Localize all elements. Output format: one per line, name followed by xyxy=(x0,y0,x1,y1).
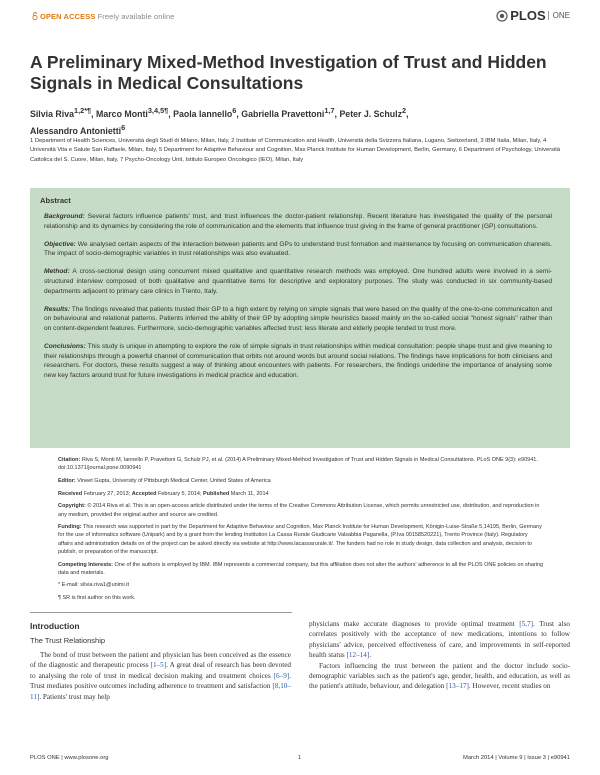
text-run: . xyxy=(369,651,372,660)
affiliations: 1 Department of Health Sciences, Università degli Studi di Milano, Milan, Italy, 2 Institute of Communication and Health, Università della Svizzera Italiana, Lugano, Switzerland, 3 IBM Italia, Milan, Italy, 4 Università Vita e Salute San Raffaele, Milan, Italy, 5 Department for Adaptive Behaviour and Cognition, Max Planck Institute for Human Development, Berlin, Germany, 6 Department of Psychology, Università Cattolica del S. Cuore, Milan, Italy, 7 Psycho-Oncology Unit, Istituto Europeo Oncologico (IEO), Milan, Italy xyxy=(30,138,561,163)
logo-journal: ONE xyxy=(548,11,570,20)
plos-one-logo xyxy=(496,8,570,23)
section-label: Background: xyxy=(44,213,85,220)
section-label: Objective: xyxy=(44,240,76,248)
citation xyxy=(58,456,544,472)
paragraph xyxy=(309,619,570,661)
author-name: Alessandro Antonietti xyxy=(30,125,122,136)
author-affil-sup: 1,7 xyxy=(324,106,335,115)
funding-text: This research was supported in part by the Department for Adaptive Behaviour and Cognition, Max Planck Institute for Human Development, Königin-Luise-Straße 5,14195, Berlin, Germany for the use of informatics software (Unipark) and by a grant from the lending Institution La Cassa Rurale Giudicarie Valsabbia Paganella, (P.Iva 00158520221), Trento Province (Italy). Regulatory affairs and administration details on of the project can be asked directly via website at http://www.lacassarurale.it/. The funders had no role in study design, data collection and analysis, decision to publish, or preparation of the manuscript. xyxy=(58,524,542,555)
abstract-body xyxy=(44,212,552,389)
author-list: Silvia Riva$^{1,2*\P}$, Marco Monti$^{3,4,5\P}$, Paola Iannello$^6$, Gabriella Pravettoni$^{1,7}$, Peter J. Schulz$^2$, Alessandro Antonietti$^6$ xyxy=(30,106,409,136)
abstract-conclusions xyxy=(44,342,552,380)
author-name: Gabriella Pravettoni xyxy=(241,108,325,119)
section-label: Results: xyxy=(44,305,71,313)
footer-journal: PLOS ONE | www.plosone.org xyxy=(30,755,109,761)
introduction-heading: Introduction xyxy=(30,621,80,631)
competing-text: One of the authors is employed by IBM. IBM represents a commercial company, but this affiliation does not alter the authors' adherence to all the PLOS ONE policies on sharing data and materials. xyxy=(58,561,544,576)
article-title: A Preliminary Mixed-Method Investigation of Trust and Hidden Signals in Medical Consultations xyxy=(30,52,547,93)
abstract-box xyxy=(30,188,570,448)
author-affil-sup: 6 xyxy=(121,122,126,132)
open-access-badge xyxy=(32,12,175,21)
equal-contribution-note: ¶ SR is first author on this work. xyxy=(58,595,136,602)
author-name: Marco Monti xyxy=(96,108,148,119)
text-run: . However, recent studies on xyxy=(468,682,551,691)
received-label: Received xyxy=(58,490,83,497)
left-column-rule xyxy=(30,612,292,613)
editor xyxy=(58,477,544,485)
author-name: Paola Iannello xyxy=(173,108,233,119)
competing-label: Competing Interests: xyxy=(58,561,114,568)
page-footer xyxy=(30,755,570,765)
citation-link[interactable]: [8,10–11] xyxy=(30,682,291,701)
section-label: Method: xyxy=(44,268,70,276)
author-affil-sup: 2 xyxy=(402,106,407,115)
article-meta xyxy=(58,456,544,607)
journal-header xyxy=(30,6,570,28)
section-label: Conclusions: xyxy=(44,342,86,350)
corresponding-email: * E-mail: silvia.riva1@unimi.it xyxy=(58,582,129,589)
published-date: March 11, 2014 xyxy=(230,490,269,497)
text-run: The bond of trust between the patient and physician has been conceived as the essence of the diagnostic and therapeutic process xyxy=(30,651,291,670)
free-available-label: Freely available online xyxy=(97,12,175,21)
editor-text: Vineet Gupta, University of Pittsburgh Medical Center, United States of America xyxy=(77,477,271,484)
text-run: . Trust also correlates positively with the acceptance of new medications, intentions to follow physicians' advice, perceived effectiveness of care, and improvements in self-reported health status xyxy=(309,620,570,660)
citation-link[interactable]: [5,7] xyxy=(519,620,533,628)
copyright xyxy=(58,502,544,518)
page-number: 1 xyxy=(298,755,302,761)
open-lock-icon xyxy=(32,12,38,20)
abstract-method xyxy=(44,267,552,296)
logo-brand: PLOS xyxy=(510,8,546,23)
section-text: This study is unique in attempting to explore the role of simple signals in trust relationships within medical consultation: people shape trust and give meaning to their relationships through a powerful channel of communication that orbits not around words but around social relations. The findings have implications for both clinicians and researchers. For doctors, these results suggest a way of thinking about encounters with patients. For researchers, the findings underline the importance of analysing some new key factors around trust for future investigations in medical practice and education. xyxy=(44,342,552,379)
open-access-label: OPEN ACCESS xyxy=(40,12,96,21)
funding-label: Funding: xyxy=(58,524,82,531)
citation-link[interactable]: [1–5] xyxy=(150,661,167,670)
received-date: February 27, 2013; xyxy=(83,490,131,497)
abstract-background xyxy=(44,212,552,231)
author-affil-sup: 1,2*¶ xyxy=(74,106,92,115)
copyright-label: Copyright: xyxy=(58,503,86,510)
funding xyxy=(58,523,544,556)
text-run: Factors influencing the trust between the patient and the doctor include socio-demographic variables such as the patient's age, gender, health, and education, as well as the patient's attitude, behaviour, and delegation xyxy=(309,661,570,691)
section-text: We analysed certain aspects of the interaction between patients and GPs to understand trust formation and maintenance by focusing on communication channels. The impact of socio-demographic variables in trust relationships was also evaluated. xyxy=(44,240,552,258)
published-label: Published xyxy=(202,490,230,497)
copyright-text: © 2014 Riva et al. This is an open-access article distributed under the terms of the Creative Commons Attribution License, which permits unrestricted use, distribution, and reproduction in any medium, provided the original author and source are credited. xyxy=(58,503,540,518)
paragraph xyxy=(30,650,291,702)
abstract-objective xyxy=(44,240,552,259)
text-run: physicians make accurate diagnoses to provide optimal treatment xyxy=(309,620,520,628)
plos-logo-icon xyxy=(496,10,508,22)
competing-interests xyxy=(58,561,544,577)
section-text: A cross-sectional design using concurrent mixed qualitative and quantitative research methods was employed. One hundred adults were involved in a semi-structured interview composed of both qualitative and quantitative items for descriptive and exploratory purposes. The study was conducted in six community-based departments adjacent to primary care clinics in Trento, Italy. xyxy=(44,268,553,295)
section-text: Several factors influence patients' trust, and trust influences the doctor-patient relationship. Recent literature has investigated the quality of the personal relationship and its dynamics by considering the role of communication and the elements that influence trust giving in the frame of general practitioner (GP) consultations. xyxy=(44,213,552,230)
section-text: The findings revealed that patients trusted their GP to a high extent by relying on simple signals that were based on the quality of the one-to-one communication and on behavioural and relational patterns. Patients inferred the ability of their GP by adopting simple heuristics based mainly on the so-called social "honest signals" rather than on content-dependent features. Furthermore, socio-demographic variables affected trust: less literate and elderly people tended to trust more. xyxy=(44,305,552,332)
citation-link[interactable]: [12–14] xyxy=(346,651,370,660)
citation-label: Citation: xyxy=(58,457,81,463)
citation-link[interactable]: [13–17] xyxy=(446,682,469,691)
accepted-label: Accepted xyxy=(131,490,157,497)
citation-text: Riva S, Monti M, Iannello P, Pravettoni G, Schulz PJ, et al. (2014) A Preliminary Mixed-Method Investigation of Trust and Hidden Signals in Medical Consultations. PLoS ONE 9(3): e90941. doi:10.1371/journal.pone.0090941 xyxy=(58,457,538,472)
editor-label: Editor: xyxy=(58,477,76,484)
text-run: . A great deal of research has been devoted to analysing the role of trust in medical decision making and treatment choices xyxy=(30,661,292,680)
body-left-column xyxy=(30,650,291,702)
paragraph xyxy=(309,661,570,692)
trust-relationship-subheading: The Trust Relationship xyxy=(30,636,106,645)
text-run: . Trust mediates positive outcomes including adherence to treatment and satisfaction xyxy=(30,671,291,691)
author-affil-sup: 6 xyxy=(232,106,237,115)
author-name: Silvia Riva xyxy=(30,108,75,119)
citation-link[interactable]: [6–9] xyxy=(273,671,290,680)
dates xyxy=(58,490,544,498)
footer-issue: March 2014 | Volume 9 | Issue 3 | e90941 xyxy=(463,755,570,761)
author-name: Peter J. Schulz xyxy=(339,108,403,119)
abstract-heading: Abstract xyxy=(40,196,71,205)
author-affil-sup: 3,4,5¶ xyxy=(147,106,169,115)
body-right-column xyxy=(309,619,570,692)
abstract-results xyxy=(44,305,552,334)
accepted-date: February 5, 2014; xyxy=(158,490,202,497)
text-run: . Patients' trust may help xyxy=(39,692,110,701)
